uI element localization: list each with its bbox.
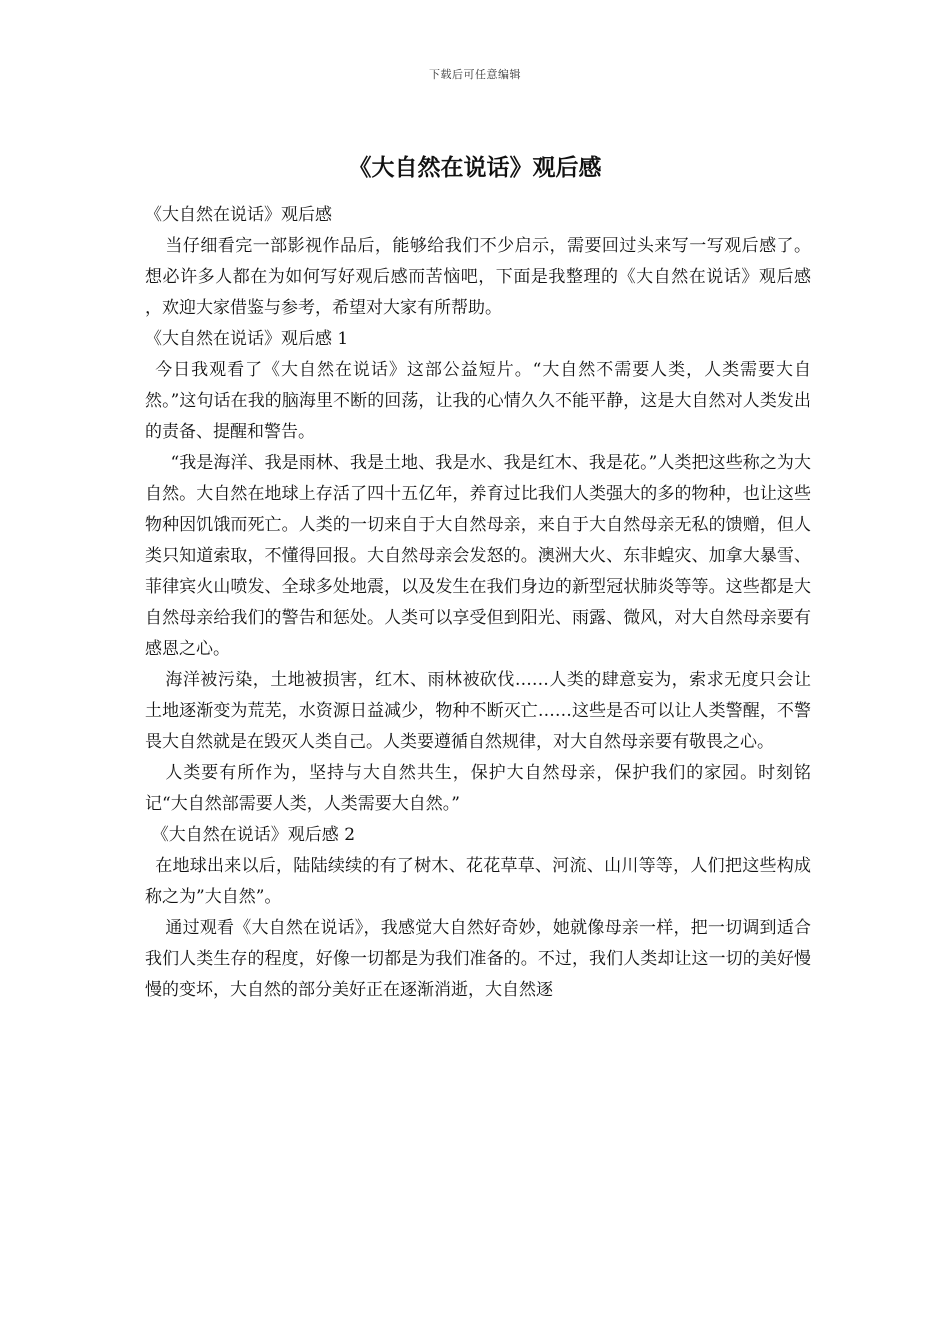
body-paragraph: 今日我观看了《大自然在说话》这部公益短片。“大自然不需要人类，人类需要大自然。”这句话在我的脑海里不断的回荡，让我的心情久久不能平静，这是大自然对人类发出的责备、提醒和警告。	[145, 360, 811, 442]
subheading: 《大自然在说话》观后感	[145, 205, 332, 225]
body-paragraph: 当仔细看完一部影视作品后，能够给我们不少启示，需要回过头来写一写观后感了。想必许多人都在为如何写好观后感而苦恼吧，下面是我整理的《大自然在说话》观后感 ，欢迎大家借鉴与参考，希望对大家有所帮助。	[145, 236, 811, 318]
subheading: 《大自然在说话》观后感 1	[145, 329, 349, 349]
document-body	[145, 200, 811, 1006]
body-paragraph: 通过观看《大自然在说话》，我感觉大自然好奇妙，她就像母亲一样，把一切调到适合我们人类生存的程度，好像一切都是为我们准备的。不过，我们人类却让这一切的美好慢慢的变坏，大自然的部分美好正在逐渐消逝，大自然逐	[145, 918, 811, 1000]
subheading: 《大自然在说话》观后感 2	[151, 825, 356, 845]
body-paragraph: 人类要有所作为，坚持与大自然共生，保护大自然母亲，保护我们的家园。时刻铭记“大自然部需要人类，人类需要大自然。”	[145, 763, 811, 814]
document-title: 《大自然在说话》观后感	[348, 154, 602, 181]
header-note: 下载后可任意编辑	[429, 68, 521, 81]
body-paragraph: 在地球出来以后，陆陆续续的有了树木、花花草草、河流、山川等等，人们把这些构成称之为”大自然”。	[145, 856, 811, 907]
body-paragraph: “我是海洋、我是雨林、我是土地、我是水、我是红木、我是花。”人类把这些称之为大自然。大自然在地球上存活了四十五亿年，养育过比我们人类强大的多的物种，也让这些物种因饥饿而死亡。人类的一切来自于大自然母亲，来自于大自然母亲无私的馈赠，但人类只知道索取，不懂得回报。大自然母亲会发怒的。澳洲大火、东非蝗灾、加拿大暴雪、菲律宾火山喷发、全球多处地震，以及发生在我们身边的新型冠状肺炎等等。这些都是大自然母亲给我们的警告和惩处。人类可以享受但到阳光、雨露、微风，对大自然母亲要有感恩之心。	[145, 453, 811, 659]
body-paragraph: 海洋被污染，土地被损害，红木、雨林被砍伐……人类的肆意妄为，索求无度只会让土地逐渐变为荒芜，水资源日益减少，物种不断灭亡……这些是否可以让人类警醒，不警畏大自然就是在毁灭人类自己。人类要遵循自然规律，对大自然母亲要有敬畏之心。	[145, 670, 811, 752]
